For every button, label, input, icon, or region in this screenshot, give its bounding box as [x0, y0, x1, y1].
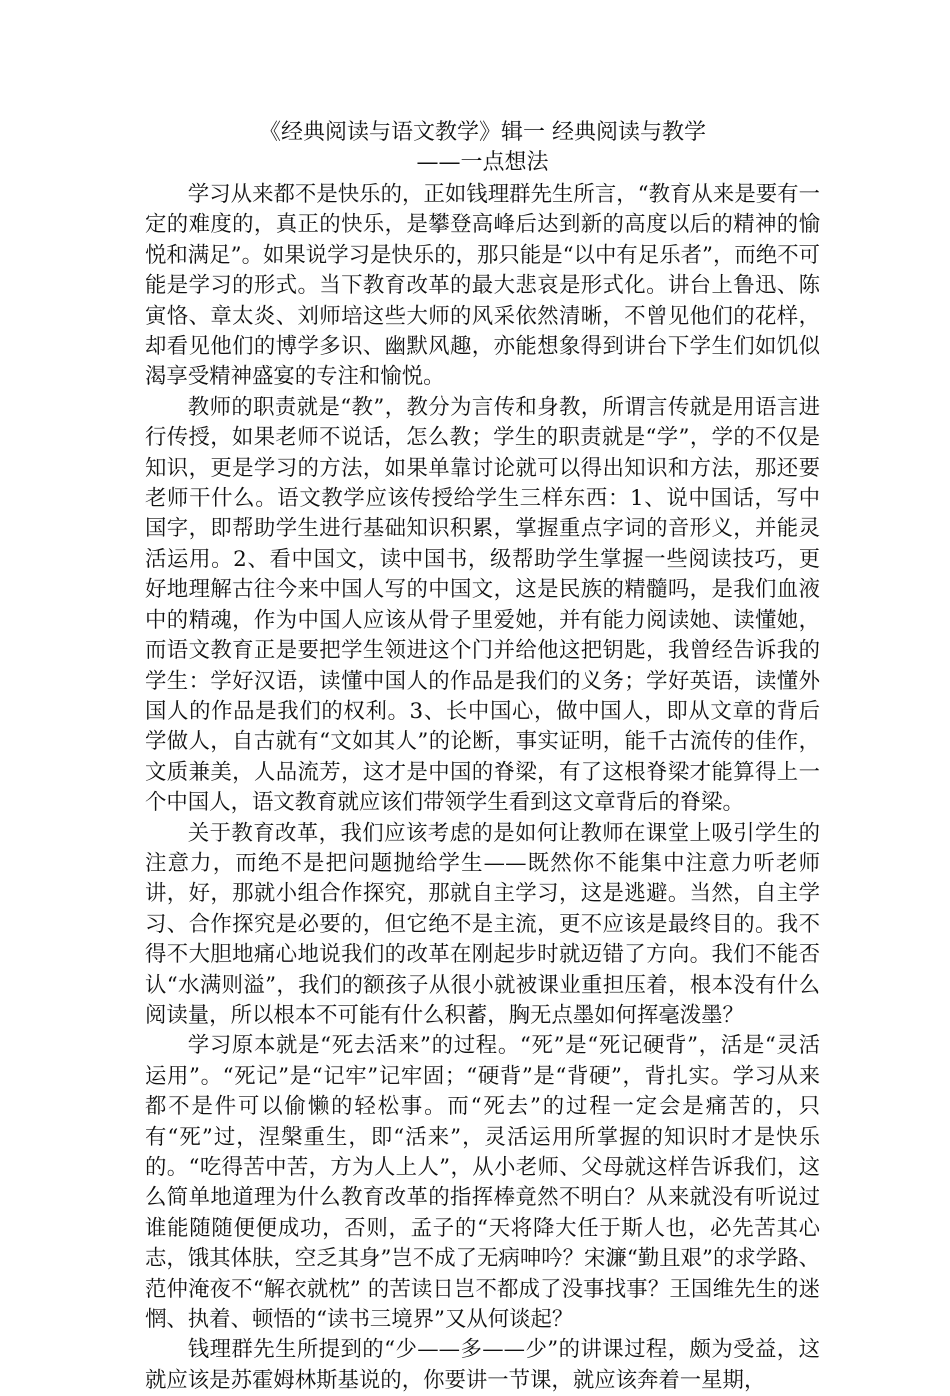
- document-subtitle: ——一点想法: [416, 150, 549, 175]
- paragraph-3: 关于教育改革，我们应该考虑的是如何让教师在课堂上吸引学生的注意力，而绝不是把问题抛给学生——既然你不能集中注意力听老师讲，好，那就小组合作探究，那就自主学习，这是逃避。当然，自主学习、合作探究是必要的，但它绝不是主流，更不应该是最终目的。我不得不大胆地痛心地说我们的改革在刚起步时就迈错了方向。我们不能否认“水满则溢”，我们的额孩子从很小就被课业重担压着，根本没有什么阅读量，所以根本不可能有什么积蓄，胸无点墨如何挥毫泼墨？: [145, 820, 820, 1028]
- paragraph-2: 教师的职责就是“教”，教分为言传和身教，所谓言传就是用语言进行传授，如果老师不说话，怎么教；学生的职责就是“学”，学的不仅是知识，更是学习的方法，如果单靠讨论就可以得出知识和方法，那还要老师干什么。语文教学应该传授给学生三样东西：1、说中国话，写中国字，即帮助学生进行基础知识积累，掌握重点字词的音形义，并能灵活运用。2、看中国文，读中国书，级帮助学生掌握一些阅读技巧，更好地理解古往今来中国人写的中国文，这是民族的精髓吗，是我们血液中的精魂，作为中国人应该从骨子里爱她，并有能力阅读她、读懂她，而语文教育正是要把学生领进这个门并给他这把钥匙，我曾经告诉我的学生：学好汉语，读懂中国人的作品是我们的义务；学好英语，读懂外国人的作品是我们的权利。3、长中国心，做中国人，即从文章的背后学做人，自古就有“文如其人”的论断，事实证明，能千古流传的佳作，文质兼美，人品流芳，这才是中国的脊梁，有了这根脊梁才能算得上一个中国人，语文教育就应该们带领学生看到这文章背后的脊梁。: [145, 394, 820, 816]
- paragraph-5: 钱理群先生所提到的“少——多——少”的讲课过程，颇为受益，这就应该是苏霍姆林斯基说的，你要讲一节课，就应该奔着一星期，: [145, 1337, 820, 1393]
- document-page: [145, 118, 820, 1396]
- document-title: 《经典阅读与语文教学》辑一 经典阅读与教学: [259, 120, 706, 145]
- paragraph-4: 学习原本就是“死去活来”的过程。“死”是“死记硬背”，活是“灵活运用”。“死记”是“记牢”记牢固；“硬背”是“背硬”，背扎实。学习从来都不是件可以偷懒的轻松事。而“死去”的过程一定会是痛苦的，只有“死”过，涅槃重生，即“活来”，灵活运用所掌握的知识时才是快乐的。“吃得苦中苦，方为人上人”，从小老师、父母就这样告诉我们，这么简单地道理为什么教育改革的指挥棒竟然不明白？从来就没有听说过谁能随随便便成功，否则，孟子的“天将降大任于斯人也，必先苦其心志，饿其体肤，空乏其身”岂不成了无病呻吟？宋濂“勤且艰”的求学路、范仲淹夜不“解衣就枕” 的苦读日岂不都成了没事找事？王国维先生的迷惘、执着、顿悟的“读书三境界”又从何谈起？: [145, 1033, 820, 1333]
- paragraph-1: 学习从来都不是快乐的，正如钱理群先生所言，“教育从来是要有一定的难度的，真正的快乐，是攀登高峰后达到新的高度以后的精神的愉悦和满足”。如果说学习是快乐的，那只能是“以中有足乐者”，而绝不可能是学习的形式。当下教育改革的最大悲哀是形式化。讲台上鲁迅、陈寅恪、章太炎、刘师培这些大师的风采依然清晰，不曾见他们的花样，却看见他们的博学多识、幽默风趣，亦能想象得到讲台下学生们如饥似渴享受精神盛宴的专注和愉悦。: [145, 182, 820, 390]
